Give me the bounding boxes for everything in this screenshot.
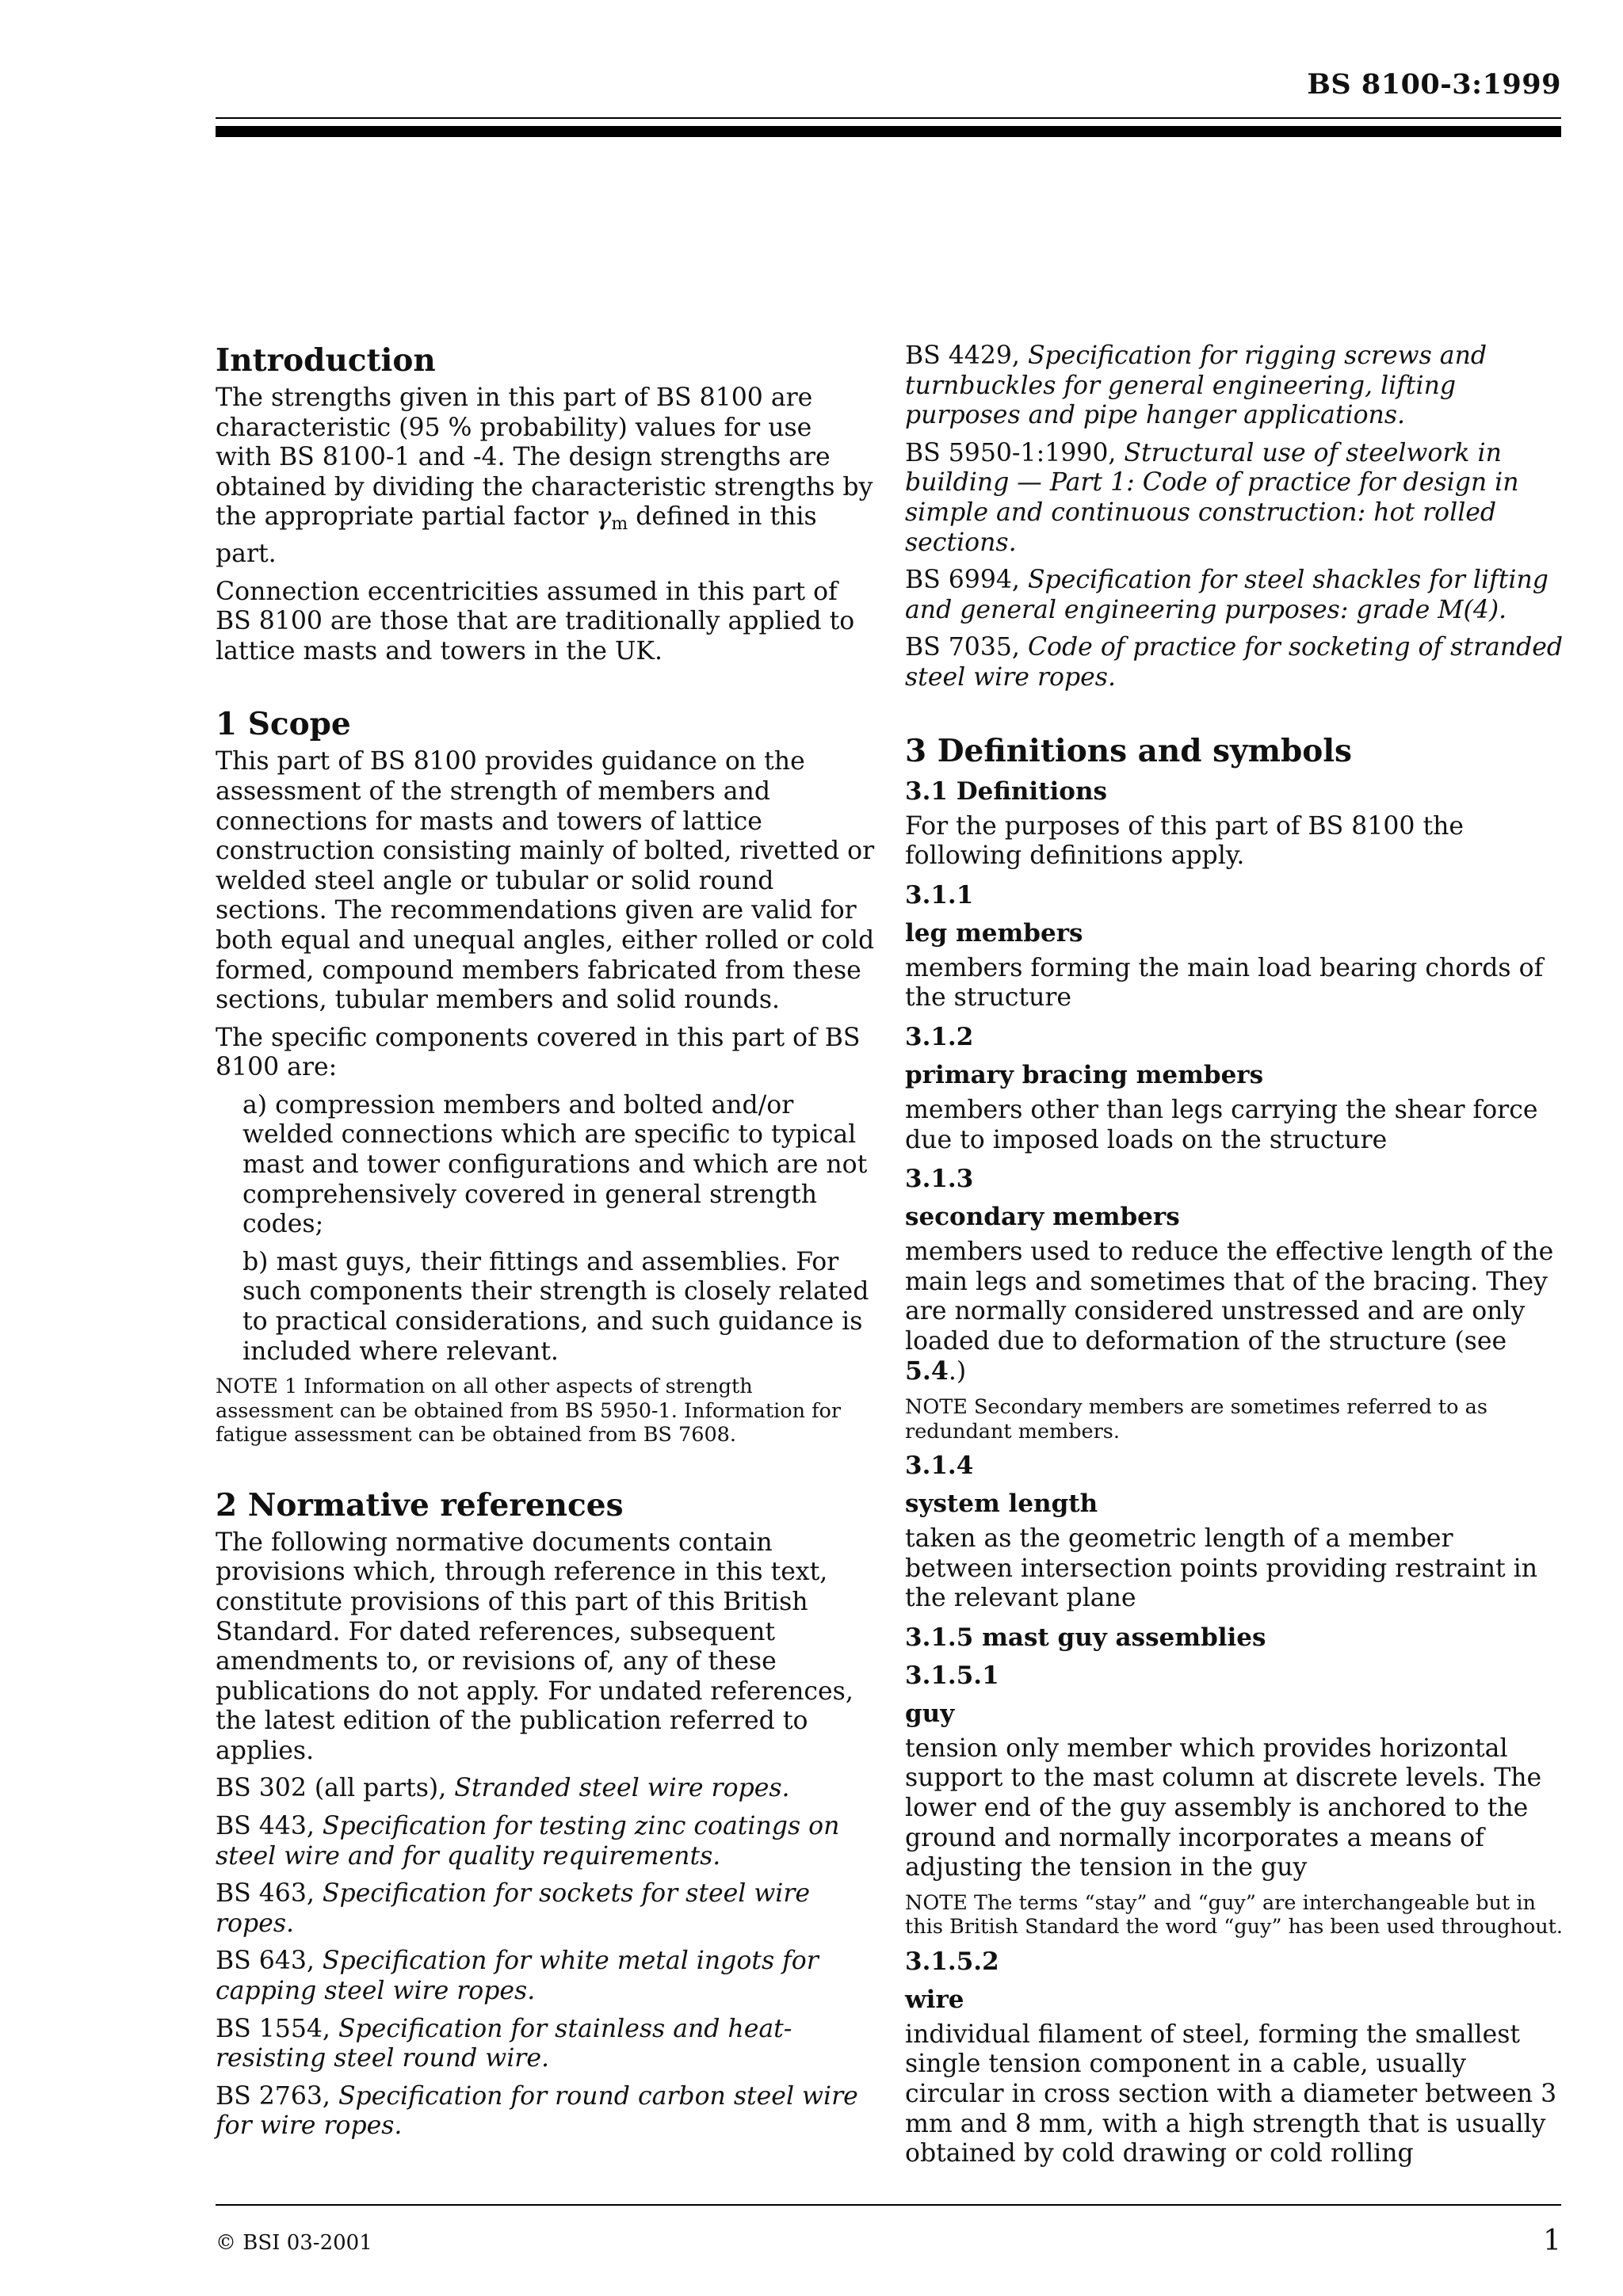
header-rule-thick — [216, 126, 1561, 137]
definition-term-wire: wire — [905, 1985, 964, 2014]
introduction-heading: Introduction — [216, 342, 436, 379]
normative-references-paragraph: The following normative documents contain provisions which, through reference in this text, constitute provisions of this part of this British Standard. For dated references, subsequent amendments to, or revisions of, any of these publications do not apply. For undated references, the latest edition of the publication referred to applies. — [216, 1527, 854, 1765]
reference-bs-463: BS 463, Specification for sockets for steel wire ropes. — [216, 1879, 811, 1938]
reference-bs-7035: BS 7035, Code of practice for socketing of stranded steel wire ropes. — [905, 633, 1564, 692]
reference-bs-643: BS 643, Specification for white metal ingots for capping steel wire ropes. — [216, 1947, 819, 2006]
definition-number-3-1-4: 3.1.4 — [905, 1451, 974, 1481]
right-column — [905, 341, 1568, 2177]
reference-bs-5950-1: BS 5950-1:1990, Structural use of steelwork in building — Part 1: Code of practice for design in simple and continuous construction: hot rolled sections. — [905, 438, 1519, 557]
definition-note-guy: NOTE The terms “stay” and “guy” are interchangeable but in this British Standard the word “guy” has been used throughout. — [905, 1890, 1563, 1939]
document-id: BS 8100-3:1999 — [1307, 68, 1561, 101]
definition-term-primary-bracing: primary bracing members — [905, 1060, 1264, 1089]
page-number: 1 — [1543, 2225, 1561, 2257]
left-column — [216, 342, 875, 2149]
definition-heading-mast-guy-assemblies: 3.1.5 mast guy assemblies — [905, 1623, 1266, 1652]
definition-term-system-length: system length — [905, 1489, 1098, 1519]
reference-bs-4429: BS 4429, Specification for rigging screws and turnbuckles for general engineering, lifting purposes and pipe hanger applications. — [905, 341, 1487, 430]
clause-reference-5-4[interactable]: 5.4 — [905, 1356, 949, 1386]
scope-heading: 1 Scope — [216, 706, 351, 743]
definitions-intro: For the purposes of this part of BS 8100 the following definitions apply. — [905, 811, 1465, 871]
scope-list-item-a: a) compression members and bolted and/or welded connections which are specific to typical mast and tower configurations and which are not comprehensively covered in general strength codes; — [242, 1090, 868, 1239]
scope-paragraph-2: The specific components covered in this part of BS 8100 are: — [216, 1023, 861, 1082]
definition-text-primary-bracing: members other than legs carrying the shear force due to imposed loads on the structure — [905, 1095, 1538, 1154]
definitions-subheading: 3.1 Definitions — [905, 776, 1107, 806]
definition-term-guy: guy — [905, 1699, 955, 1728]
definition-number-3-1-1: 3.1.1 — [905, 880, 974, 910]
definition-text-leg-members: members forming the main load bearing chords of the structure — [905, 953, 1544, 1013]
reference-bs-302: BS 302 (all parts), Stranded steel wire ropes. — [216, 1774, 790, 1803]
definition-number-3-1-2: 3.1.2 — [905, 1022, 974, 1051]
reference-bs-443: BS 443, Specification for testing zinc coatings on steel wire and for quality requirements. — [216, 1812, 840, 1871]
definition-text-system-length: taken as the geometric length of a member between intersection points providing restraint in the relevant plane — [905, 1524, 1538, 1613]
partial-factor-subscript: m — [611, 514, 628, 535]
definition-number-3-1-5-2: 3.1.5.2 — [905, 1947, 999, 1976]
footer-copyright: © BSI 03-2001 — [216, 2231, 372, 2255]
introduction-paragraph-1: The strengths given in this part of BS 8100 are characteristic (95 % probability) values for use with BS 8100-1 and -4. The design strengths are obtained by dividing the characteristic strengths by the appropriate partial factor $\gamma_m$ defined in this part. — [216, 383, 873, 568]
definition-text-secondary-members: members used to reduce the effective length of the main legs and sometimes that of the bracing. They are normally considered unstressed and are only loaded due to deformation of the structure (see 5.4.) — [905, 1238, 1554, 1386]
definition-term-secondary-members: secondary members — [905, 1203, 1180, 1232]
reference-bs-1554: BS 1554, Specification for stainless and heat-resisting steel round wire. — [216, 2014, 792, 2073]
scope-note-1: NOTE 1 Information on all other aspects of strength assessment can be obtained from BS 5950-1. Information for fatigue assessment can be obtained from BS 7608. — [216, 1375, 842, 1447]
definition-text-wire: individual filament of steel, forming the smallest single tension component in a cable, usually circular in cross section with a diameter between 3 mm and 8 mm, with a high strength that is usually obtained by cold drawing or cold rolling — [905, 2019, 1557, 2168]
normative-references-heading: 2 Normative references — [216, 1486, 624, 1524]
introduction-paragraph-2: Connection eccentricities assumed in this part of BS 8100 are those that are traditionally applied to lattice masts and towers in the UK. — [216, 577, 855, 666]
definition-term-leg-members: leg members — [905, 918, 1083, 948]
scope-list-item-b: b) mast guys, their fittings and assemblies. For such components their strength is closely related to practical considerations, and such guidance is included where relevant. — [242, 1247, 869, 1366]
reference-bs-2763: BS 2763, Specification for round carbon steel wire for wire ropes. — [216, 2081, 858, 2141]
header-rule-thin — [216, 117, 1561, 119]
partial-factor-symbol: γ — [596, 502, 612, 532]
scope-paragraph-1: This part of BS 8100 provides guidance on the assessment of the strength of members and connections for masts and towers of lattice construction consisting mainly of bolted, rivetted or welded steel angle or tubular or solid round sections. The recommendations given are valid for both equal and unequal angles, either rolled or cold formed, compound members fabricated from these sections, tubular members and solid rounds. — [216, 747, 875, 1015]
definition-text-guy: tension only member which provides horizontal support to the mast column at discrete levels. The lower end of the guy assembly is anchored to the ground and normally incorporates a means of adjusting the tension in the guy — [905, 1733, 1542, 1882]
reference-bs-6994: BS 6994, Specification for steel shackles for lifting and general engineering purposes: grade M(4). — [905, 566, 1549, 624]
definition-note-secondary-members: NOTE Secondary members are sometimes referred to as redundant members. — [905, 1395, 1487, 1444]
definition-number-3-1-5-1: 3.1.5.1 — [905, 1661, 999, 1690]
definition-number-3-1-3: 3.1.3 — [905, 1165, 974, 1194]
definitions-heading: 3 Definitions and symbols — [905, 732, 1353, 769]
footer-rule — [216, 2204, 1561, 2206]
